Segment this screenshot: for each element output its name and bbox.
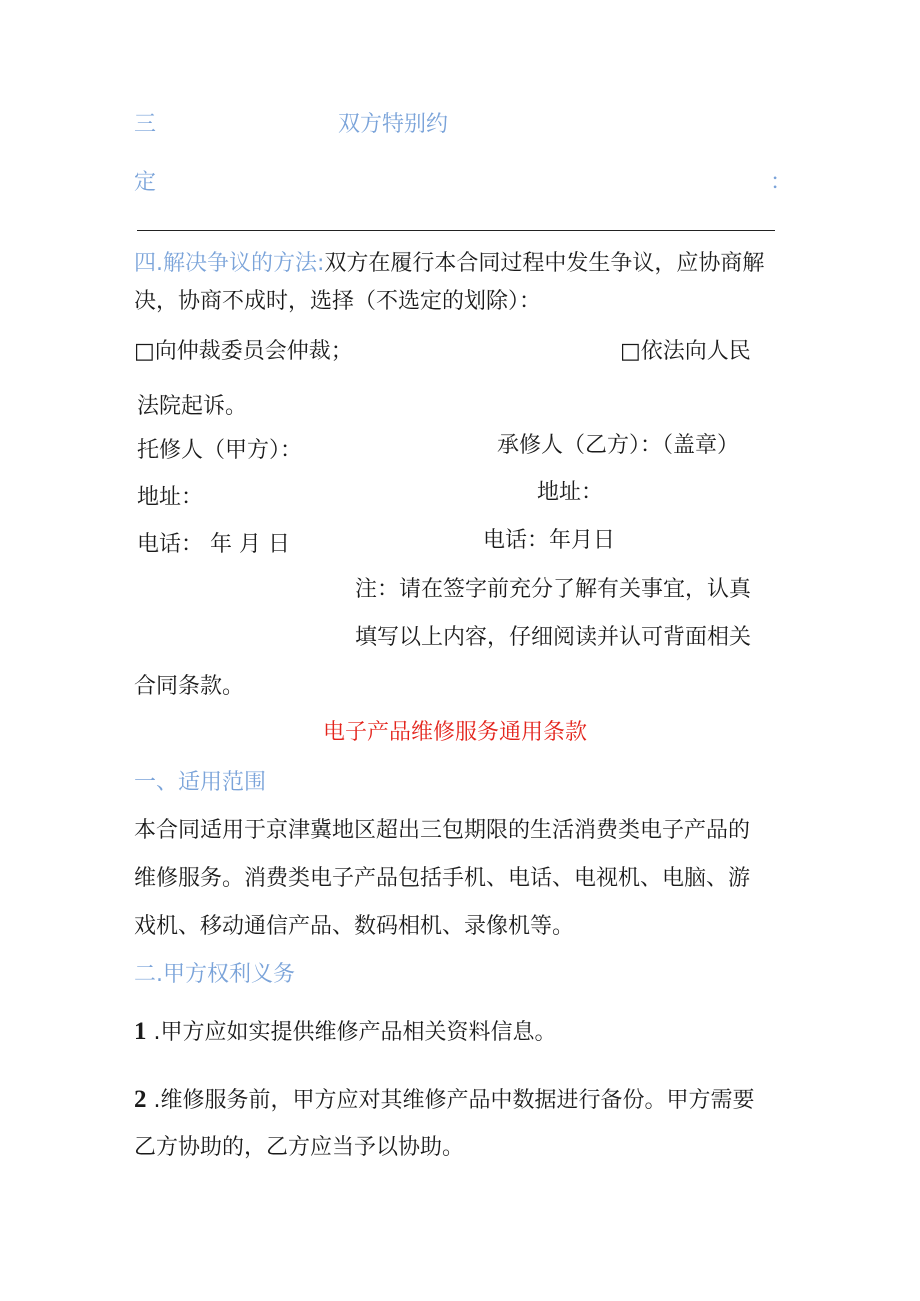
party-b-label: 承修人（乙方）：（盖章） [497,433,740,458]
item-2-text-1: .维修服务前，甲方应对其维修产品中数据进行备份。甲方需要 [153,1088,755,1113]
party-a-phone-date: 电话： 年 月 日 [137,532,290,557]
option-arbitration: □向仲裁委员会仲裁； [134,339,353,364]
party-a-address: 地址： [137,485,204,510]
party-a-label: 托修人（甲方）： [137,438,303,463]
item-1-number: 1 [134,1018,147,1045]
note-line-2: 填写以上内容，仔细阅读并认可背面相关 [355,625,752,650]
section-4-text-2: 决，协商不成时，选择（不选定的划除）： [134,289,542,314]
section-4-heading: 四.解决争议的方法: [134,251,325,276]
section-1-heading: 一、适用范围 [134,770,267,795]
item-2 [134,1085,755,1115]
note-line-3: 合同条款。 [134,674,245,699]
item-1 [134,1017,557,1047]
option-court: □依法向人民 [620,339,751,364]
section-3-title-continued: 定 [134,170,157,195]
section-3-title: 双方特别约 [338,112,449,137]
item-2-text-2: 乙方协助的，乙方应当予以协助。 [134,1135,465,1160]
party-b-address: 地址： [537,480,604,505]
general-terms-title: 电子产品维修服务通用条款 [323,720,588,745]
section-4-line-1 [134,251,764,277]
section-1-paragraph-line-2: 维修服务。消费类电子产品包括手机、电话、电视机、电脑、游 [134,866,751,891]
item-1-text: .甲方应如实提供维修产品相关资料信息。 [153,1020,557,1045]
section-1-paragraph-line-3: 戏机、移动通信产品、数码相机、录像机等。 [134,914,575,939]
fill-in-line [137,230,775,231]
note-line-1: 注：请在签字前充分了解有关事宜，认真 [355,577,752,602]
option-court-continued: 法院起诉。 [137,394,248,419]
section-1-paragraph-line-1: 本合同适用于京津冀地区超出三包期限的生活消费类电子产品的 [134,818,751,843]
item-2-number: 2 [134,1086,147,1113]
section-3-colon: ： [770,170,793,195]
party-b-phone-date: 电话：年月日 [483,528,616,553]
section-4-text-1: 双方在履行本合同过程中发生争议，应协商解 [324,251,765,276]
section-2-heading: 二.甲方权利义务 [134,962,295,987]
section-3-number: 三 [134,112,157,137]
